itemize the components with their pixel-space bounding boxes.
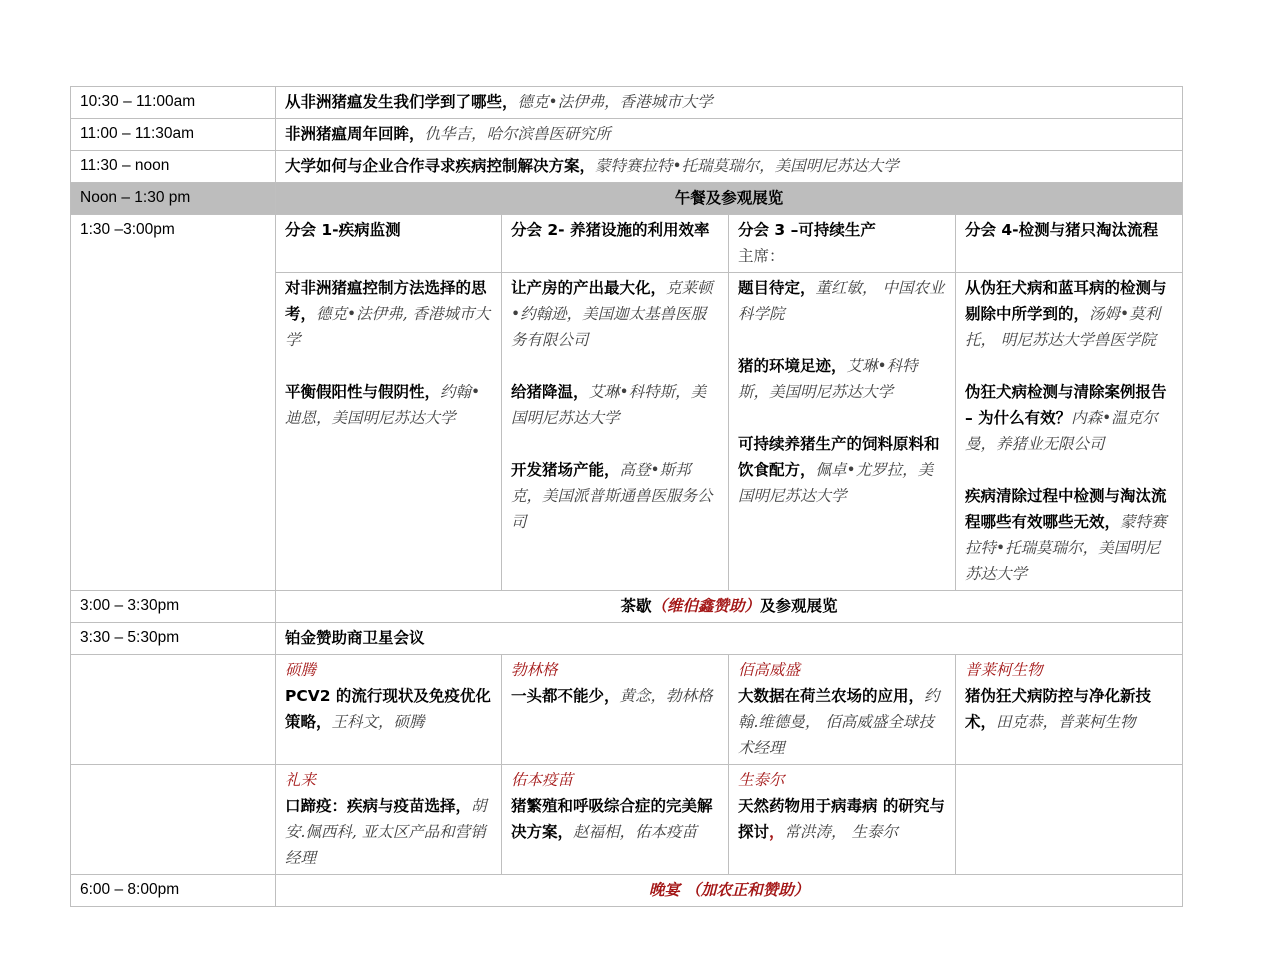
talk-title: 可持续养猪生产的饲料原料和饮食配方， <box>738 435 940 479</box>
talk-speaker: 约翰•迪恩，美国明尼苏达大学 <box>285 383 481 427</box>
talk-title: 大数据在荷兰农场的应用， <box>738 687 925 705</box>
talk-item <box>285 275 492 353</box>
talk-title: 对非洲猪瘟控制方法选择的思考， <box>285 279 487 323</box>
talk-title: 猪繁殖和呼吸综合症的完美解决方案， <box>511 797 713 841</box>
satellite-talk <box>502 655 729 765</box>
talk-item <box>965 379 1173 457</box>
talk-speaker: 赵福相，佑本疫苗 <box>573 823 698 841</box>
dinner-cell <box>276 875 1183 907</box>
talk-item <box>738 431 946 509</box>
talk-speaker: 德克•法伊弗, 香港城市大学 <box>285 305 491 349</box>
talk-speaker: 王科文，硕腾 <box>331 713 425 731</box>
talk-title: 给猪降温， <box>511 383 589 401</box>
talk-speaker: 艾琳•科特斯，美国明尼苏达大学 <box>511 383 707 427</box>
talk-cell <box>276 119 1183 151</box>
sponsor-name: 普莱柯生物 <box>965 661 1043 679</box>
lunch-row <box>71 183 1183 215</box>
talk-item <box>738 275 946 327</box>
talk-title: 让产房的产出最大化， <box>511 279 667 297</box>
satellite-talk <box>729 655 956 765</box>
time-cell-empty <box>71 765 276 875</box>
talk-title: 开发猪场产能， <box>511 461 620 479</box>
satellite-talk-empty <box>956 765 1183 875</box>
talk-item <box>285 379 492 431</box>
session-1-header: 分会 1-疾病监测 <box>276 215 502 273</box>
talk-title: PCV2 的流行现状及免疫优化策略， <box>285 687 491 731</box>
time-cell: 3:30 – 5:30pm <box>71 623 276 655</box>
dinner-row <box>71 875 1183 907</box>
talk-title: 大学如何与企业合作寻求疾病控制解决方案， <box>285 157 596 175</box>
session-3-talks <box>729 273 956 591</box>
satellite-row <box>71 623 1183 655</box>
satellite-talks-row <box>71 765 1183 875</box>
dinner-label: 晚宴 （加农正和赞助） <box>648 881 810 899</box>
talk-speaker: 艾琳•科特斯，美国明尼苏达大学 <box>738 357 918 401</box>
talk-speaker: 德克•法伊弗，香港城市大学 <box>517 93 713 111</box>
sponsor-name: 礼来 <box>285 771 317 789</box>
tea-cell <box>276 591 1183 623</box>
satellite-talk <box>276 765 502 875</box>
talk-item <box>738 353 946 405</box>
talk-item <box>965 275 1173 353</box>
talk-title: 非洲猪瘟周年回眸， <box>285 125 425 143</box>
talk-title: 伪狂犬病检测与清除案例报告 – 为什么有效？ <box>965 383 1167 427</box>
talk-speaker: 约翰.维德曼， 佰高威盛全球技术经理 <box>738 687 940 757</box>
schedule-table <box>70 86 1183 907</box>
time-cell: 3:00 – 3:30pm <box>71 591 276 623</box>
satellite-label: 铂金赞助商卫星会议 <box>276 623 1183 655</box>
chair-label: 主席： <box>738 247 785 265</box>
talk-title: 口蹄疫：疾病与疫苗选择， <box>285 797 472 815</box>
talk-item <box>965 483 1173 587</box>
talk-title: 疾病清除过程中检测与淘汰流程哪些有效哪些无效， <box>965 487 1167 531</box>
talk-title: 从非洲猪瘟发生我们学到了哪些， <box>285 93 518 111</box>
tea-row <box>71 591 1183 623</box>
talk-comma: ， <box>769 823 785 841</box>
time-cell: 11:30 – noon <box>71 151 276 183</box>
talk-title: 猪的环境足迹， <box>738 357 847 375</box>
sponsor-name: 硕腾 <box>285 661 317 679</box>
sponsor-name: 佰高威盛 <box>738 661 801 679</box>
satellite-talk <box>729 765 956 875</box>
talk-speaker: 蒙特赛拉特•托瑞莫瑞尔，美国明尼苏达大学 <box>965 513 1167 583</box>
talk-item <box>511 457 719 535</box>
schedule-row <box>71 87 1183 119</box>
talk-speaker: 常洪涛， 生泰尔 <box>784 823 898 841</box>
talk-speaker: 仇华吉，哈尔滨兽医研究所 <box>424 125 611 143</box>
satellite-talks-row <box>71 655 1183 765</box>
sponsor-name: 生泰尔 <box>738 771 785 789</box>
schedule-row <box>71 151 1183 183</box>
session-4-talks <box>956 273 1183 591</box>
session-header-row <box>71 215 1183 273</box>
tea-sponsor: （维伯鑫赞助） <box>651 596 761 615</box>
talk-speaker: 克莱顿•约翰逊，美国迦太基兽医服务有限公司 <box>511 279 713 349</box>
sponsor-name: 勃林格 <box>511 661 558 679</box>
talk-speaker: 胡安.佩西科, 亚太区产品和营销经理 <box>285 797 487 867</box>
tea-label: 茶歇 <box>620 597 652 615</box>
talk-title: 猪伪狂犬病防控与净化新技术， <box>965 687 1152 731</box>
talk-speaker: 佩卓•尤罗拉，美国明尼苏达大学 <box>738 461 934 505</box>
session-1-talks <box>276 273 502 591</box>
satellite-talk <box>276 655 502 765</box>
time-cell: Noon – 1:30 pm <box>71 183 276 215</box>
satellite-talk <box>502 765 729 875</box>
talk-speaker: 董红敏， 中国农业科学院 <box>738 279 945 323</box>
talk-title: 一头都不能少， <box>511 687 620 705</box>
talk-cell <box>276 151 1183 183</box>
talk-speaker: 汤姆•莫利托， 明尼苏达大学兽医学院 <box>965 305 1161 349</box>
session-2-talks <box>502 273 729 591</box>
schedule-row <box>71 119 1183 151</box>
satellite-talk <box>956 655 1183 765</box>
talk-speaker: 高登•斯邦克，美国派普斯通兽医服务公司 <box>511 461 713 531</box>
sponsor-name: 佑本疫苗 <box>511 771 574 789</box>
session-3-header: 分会 3 –可持续生产 <box>738 221 876 239</box>
talk-speaker: 蒙特赛拉特•托瑞莫瑞尔，美国明尼苏达大学 <box>595 157 899 175</box>
time-cell-empty <box>71 655 276 765</box>
time-cell: 6:00 – 8:00pm <box>71 875 276 907</box>
session-3-header-cell <box>729 215 956 273</box>
talk-title: 从伪狂犬病和蓝耳病的检测与剔除中所学到的， <box>965 279 1167 323</box>
talk-speaker: 黄念，勃林格 <box>619 687 713 705</box>
talk-title: 天然药物用于病毒病 的研究与探讨 <box>738 797 945 841</box>
time-cell: 11:00 – 11:30am <box>71 119 276 151</box>
talk-item <box>511 275 719 353</box>
talk-item <box>511 379 719 431</box>
time-cell: 1:30 –3:00pm <box>71 215 276 591</box>
session-2-header: 分会 2- 养猪设施的利用效率 <box>502 215 729 273</box>
talk-cell <box>276 87 1183 119</box>
time-cell: 10:30 – 11:00am <box>71 87 276 119</box>
talk-speaker: 内森•温克尔曼，养猪业无限公司 <box>965 409 1158 453</box>
lunch-label: 午餐及参观展览 <box>276 183 1183 215</box>
talk-title: 平衡假阳性与假阴性， <box>285 383 441 401</box>
talk-title: 题目待定， <box>738 279 816 297</box>
talk-speaker: 田克恭，普莱柯生物 <box>996 713 1136 731</box>
session-4-header: 分会 4-检测与猪只淘汰流程 <box>956 215 1183 273</box>
tea-post: 及参观展览 <box>760 597 838 615</box>
